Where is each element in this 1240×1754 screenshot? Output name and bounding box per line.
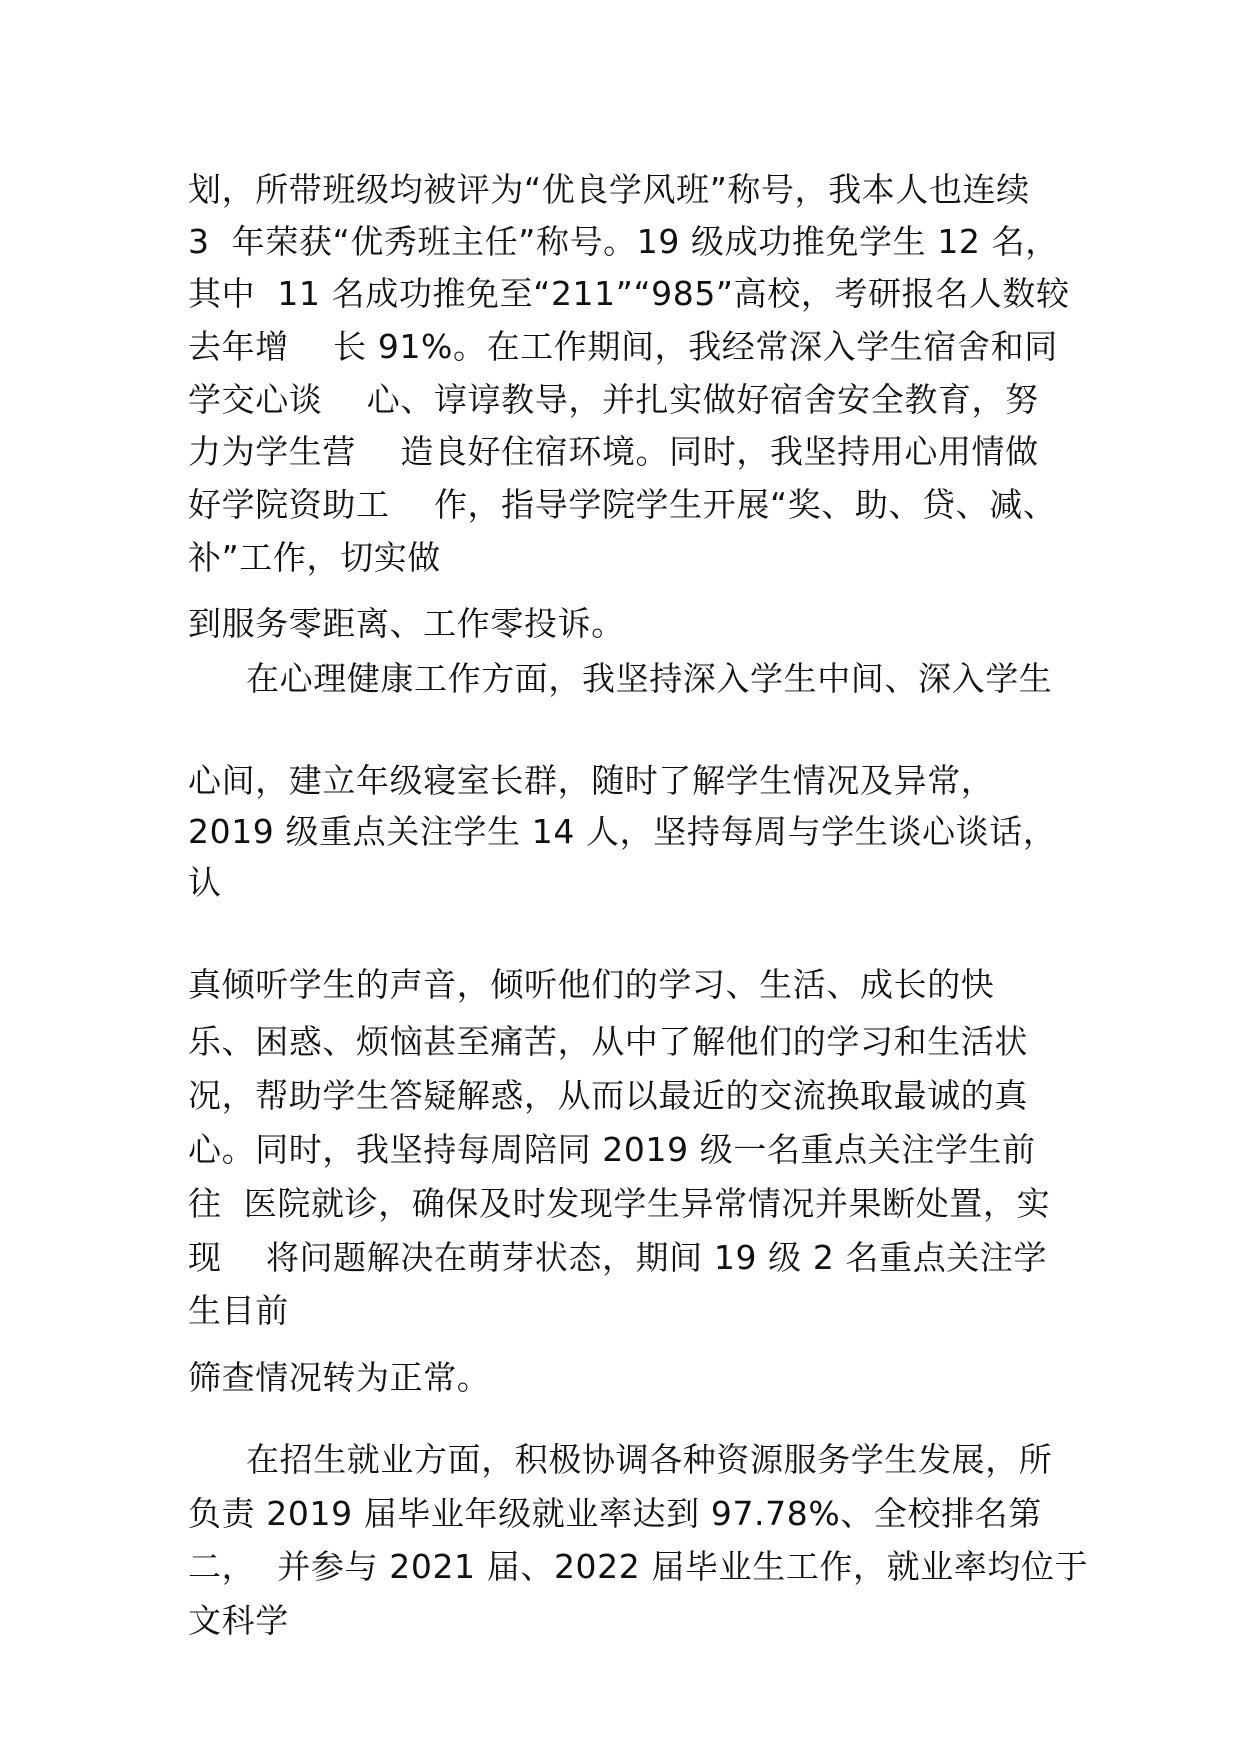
text-line: 生目前 (188, 1291, 289, 1330)
text-line: 负责 2019 届毕业年级就业率达到 97.78%、全校排名第 (188, 1494, 1042, 1533)
text-line: 乐、困惑、烦恼甚至痛苦，从中了解他们的学习和生活状 (188, 1022, 1028, 1061)
paragraph-start-line: 在心理健康工作方面，我坚持深入学生中间、深入学生 (246, 659, 1053, 698)
text-line: 况，帮助学生答疑解惑，从而以最近的交流换取最诚的真 (188, 1076, 1028, 1115)
text-line: 力为学生营 造良好住宿环境。同时，我坚持用心用情做 (188, 432, 1039, 471)
text-line: 学交心谈 心、谆谆教导，并扎实做好宿舍安全教育，努 (188, 380, 1039, 419)
text-line: 二， 并参与 2021 届、2022 届毕业生工作，就业率均位于 (188, 1547, 1089, 1586)
text-line: 划，所带班级均被评为“优良学风班”称号，我本人也连续 (188, 170, 1030, 209)
text-line: 认 (188, 863, 222, 902)
text-line: 真倾听学生的声音，倾听他们的学习、生活、成长的快 (188, 965, 995, 1004)
text-line: 到服务零距离、工作零投诉。 (188, 604, 625, 643)
text-line: 心间，建立年级寝室长群，随时了解学生情况及异常， (188, 761, 995, 800)
text-line: 现 将问题解决在萌芽状态，期间 19 级 2 名重点关注学 (188, 1238, 1048, 1277)
text-line: 文科学 (188, 1601, 289, 1640)
text-line: 筛查情况转为正常。 (188, 1358, 491, 1397)
text-line: 往 医院就诊，确保及时发现学生异常情况并果断处置，实 (188, 1184, 1051, 1223)
text-line: 3 年荣获“优秀班主任”称号。19 级成功推免学生 12 名， (188, 222, 1059, 261)
text-line: 2019 级重点关注学生 14 人，坚持每周与学生谈心谈话， (188, 812, 1057, 851)
paragraph-start-line: 在招生就业方面，积极协调各种资源服务学生发展，所 (246, 1440, 1053, 1479)
text-line: 其中 11 名成功推免至“211”“985”高校，考研报名人数较 (188, 274, 1070, 313)
text-line: 去年增 长 91%。在工作期间，我经常深入学生宿舍和同 (188, 327, 1058, 366)
text-line: 心。同时，我坚持每周陪同 2019 级一名重点关注学生前 (188, 1130, 1036, 1169)
text-line: 好学院资助工 作，指导学院学生开展“奖、助、贷、减、 (188, 485, 1057, 524)
text-line: 补”工作，切实做 (188, 538, 441, 577)
